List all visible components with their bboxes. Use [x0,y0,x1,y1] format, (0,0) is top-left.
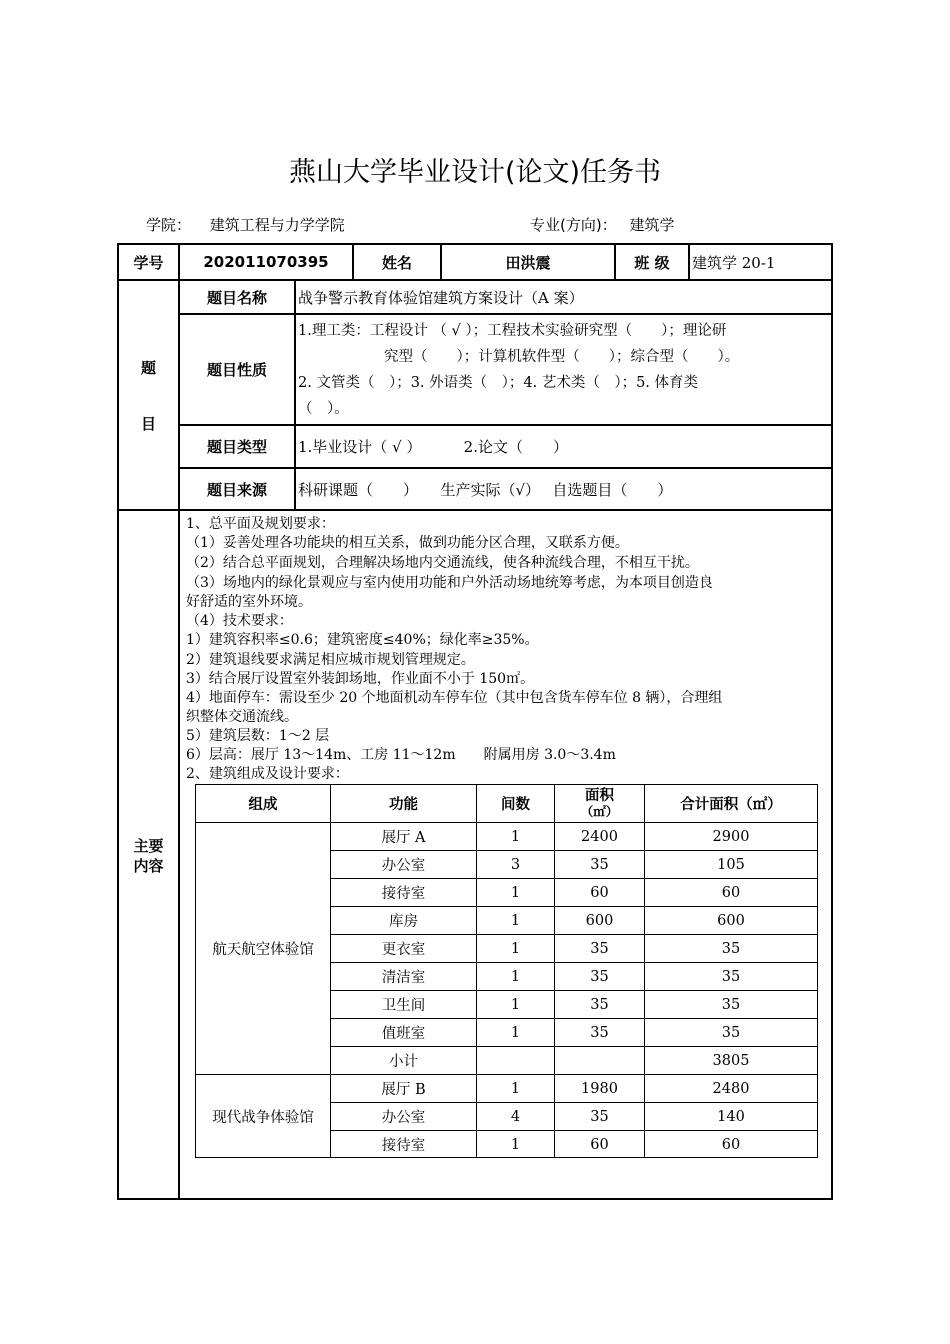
topic-nature-label: 题目性质 [206,361,267,379]
main-content-label-1: 主要 [133,837,164,855]
cell-function: 展厅 A [381,830,426,846]
cell-function: 展厅 B [381,1082,426,1098]
cell-function: 小计 [389,1054,418,1070]
cell-total: 2480 [712,1080,750,1097]
cell-total: 35 [721,1024,741,1041]
cell-count: 3 [510,856,521,873]
student-id-value: 202011070395 [203,253,329,271]
cell-area: 35 [590,940,609,957]
cell-total: 3805 [712,1052,750,1069]
cell-function: 接待室 [381,1138,426,1154]
cell-count: 1 [510,940,521,957]
content-line: （2）结合总平面规划，合理解决场地内交通流线，使各种流线合理，不相互干扰。 [186,555,699,571]
college-label: 学院： [146,216,192,234]
major-value: 建筑学 [629,216,675,234]
topic-source-value: 科研课题（ ） 生产实际（√） 自选题目（ ） [298,480,673,499]
content-line: 1、总平面及规划要求： [186,516,335,532]
name-label: 姓名 [381,253,412,272]
cell-function: 办公室 [381,1110,426,1126]
cell-area: 60 [590,884,609,901]
cell-total: 2900 [712,828,750,845]
group-name: 现代战争体验馆 [212,1110,314,1126]
cell-area: 35 [590,1024,609,1041]
cell-count: 1 [510,884,521,901]
topic-nature-value [298,318,830,424]
major-label: 专业(方向)： [530,216,617,234]
topic-section-label-1: 题 [140,358,156,377]
topic-type-label: 题目类型 [206,438,267,456]
content-line: 3）结合展厅设置室外装卸场地，作业面不小于 150㎡。 [186,671,535,687]
cell-total: 60 [721,1136,741,1153]
cell-count: 1 [510,996,521,1013]
cell-count: 1 [510,912,521,929]
cell-count [477,1047,554,1074]
cell-function: 库房 [389,914,418,930]
group-name: 航天航空体验馆 [212,942,314,958]
nature-line-3: 2. 文管类（ ）；3. 外语类（ ）；4. 艺术类（ ）；5. 体育类 [298,375,699,391]
nature-line-4: （ ）。 [298,401,349,417]
col-header-function: 功能 [389,797,418,813]
content-line: 2、建筑组成及设计要求： [186,766,349,782]
cell-area: 35 [590,996,609,1013]
name-value: 田洪震 [505,253,551,272]
cell-total: 60 [721,884,741,901]
cell-area: 600 [585,912,614,929]
col-header-area-line1: 面积 [585,787,614,804]
topic-source-label: 题目来源 [206,480,267,499]
main-content-label-2: 内容 [133,857,164,875]
col-header-composition: 组成 [248,797,278,813]
page-title: 燕山大学毕业设计(论文)任务书 [288,157,662,188]
cell-count: 1 [510,968,521,985]
student-id-label: 学号 [133,253,164,272]
major-info [530,214,675,235]
cell-count: 1 [510,1136,521,1153]
col-header-area [555,785,644,822]
college-info [146,214,345,235]
topic-name-label: 题目名称 [206,288,267,307]
cell-count: 1 [510,828,521,845]
cell-total: 600 [717,912,745,929]
cell-function: 更衣室 [381,942,426,958]
content-line: 5）建筑层数：1～2 层 [186,728,330,744]
cell-total: 35 [721,968,741,985]
cell-function: 卫生间 [381,998,426,1014]
col-header-total-area: 合计面积（㎡） [680,797,782,813]
class-label: 班 级 [634,253,670,272]
topic-type-value: 1.毕业设计（ √ ） 2.论文（ ） [298,438,568,456]
content-line: 2）建筑退线要求满足相应城市规划管理规定。 [186,652,475,668]
college-value: 建筑工程与力学学院 [209,216,345,234]
main-content-label [119,836,178,876]
cell-area: 60 [590,1136,609,1153]
content-line: （3）场地内的绿化景观应与室内使用功能和户外活动场地统筹考虑，为本项目创造良 [186,575,713,591]
cell-function: 接待室 [381,886,426,902]
cell-total: 140 [717,1108,745,1125]
topic-section-label-2: 目 [140,414,156,433]
cell-count: 1 [510,1080,521,1097]
content-line: 4）地面停车：需设至少 20 个地面机动车停车位（其中包含货车停车位 8 辆），合理组 [186,690,723,706]
cell-function: 办公室 [381,858,426,874]
cell-count: 4 [510,1108,521,1125]
nature-line-1: 1.理工类：工程设计 （ √ ）；工程技术实验研究型（ ）；理论研 [298,323,727,339]
cell-function: 值班室 [381,1026,426,1042]
cell-total: 35 [721,940,741,957]
content-line: （4）技术要求： [186,613,293,629]
class-value: 建筑学 20-1 [692,253,776,272]
col-header-area-line2: （㎡） [580,803,619,819]
content-line: 1）建筑容积率≤0.6；建筑密度≤40%；绿化率≥35%。 [186,632,539,648]
col-header-count: 间数 [501,797,530,813]
cell-area [555,1047,644,1074]
cell-area: 1980 [581,1080,618,1097]
content-line: 好舒适的室外环境。 [186,594,312,610]
cell-total: 105 [717,856,745,873]
cell-area: 2400 [581,828,618,845]
nature-line-2: 究型（ ）；计算机软件型（ ）；综合型（ ）。 [384,349,740,365]
cell-count: 1 [510,1024,521,1041]
cell-total: 35 [721,996,741,1013]
cell-function: 清洁室 [381,970,426,986]
cell-area: 35 [590,1108,609,1125]
topic-name-value: 战争警示教育体验馆建筑方案设计（A 案） [298,288,584,307]
content-line: 6）层高：展厅 13～14m、工房 11～12m 附属用房 3.0～3.4m [186,747,616,763]
content-line: 织整体交通流线。 [186,709,298,725]
cell-area: 35 [590,968,609,985]
content-line: （1）妥善处理各功能块的相互关系，做到功能分区合理，又联系方便。 [186,535,629,551]
cell-area: 35 [590,856,609,873]
